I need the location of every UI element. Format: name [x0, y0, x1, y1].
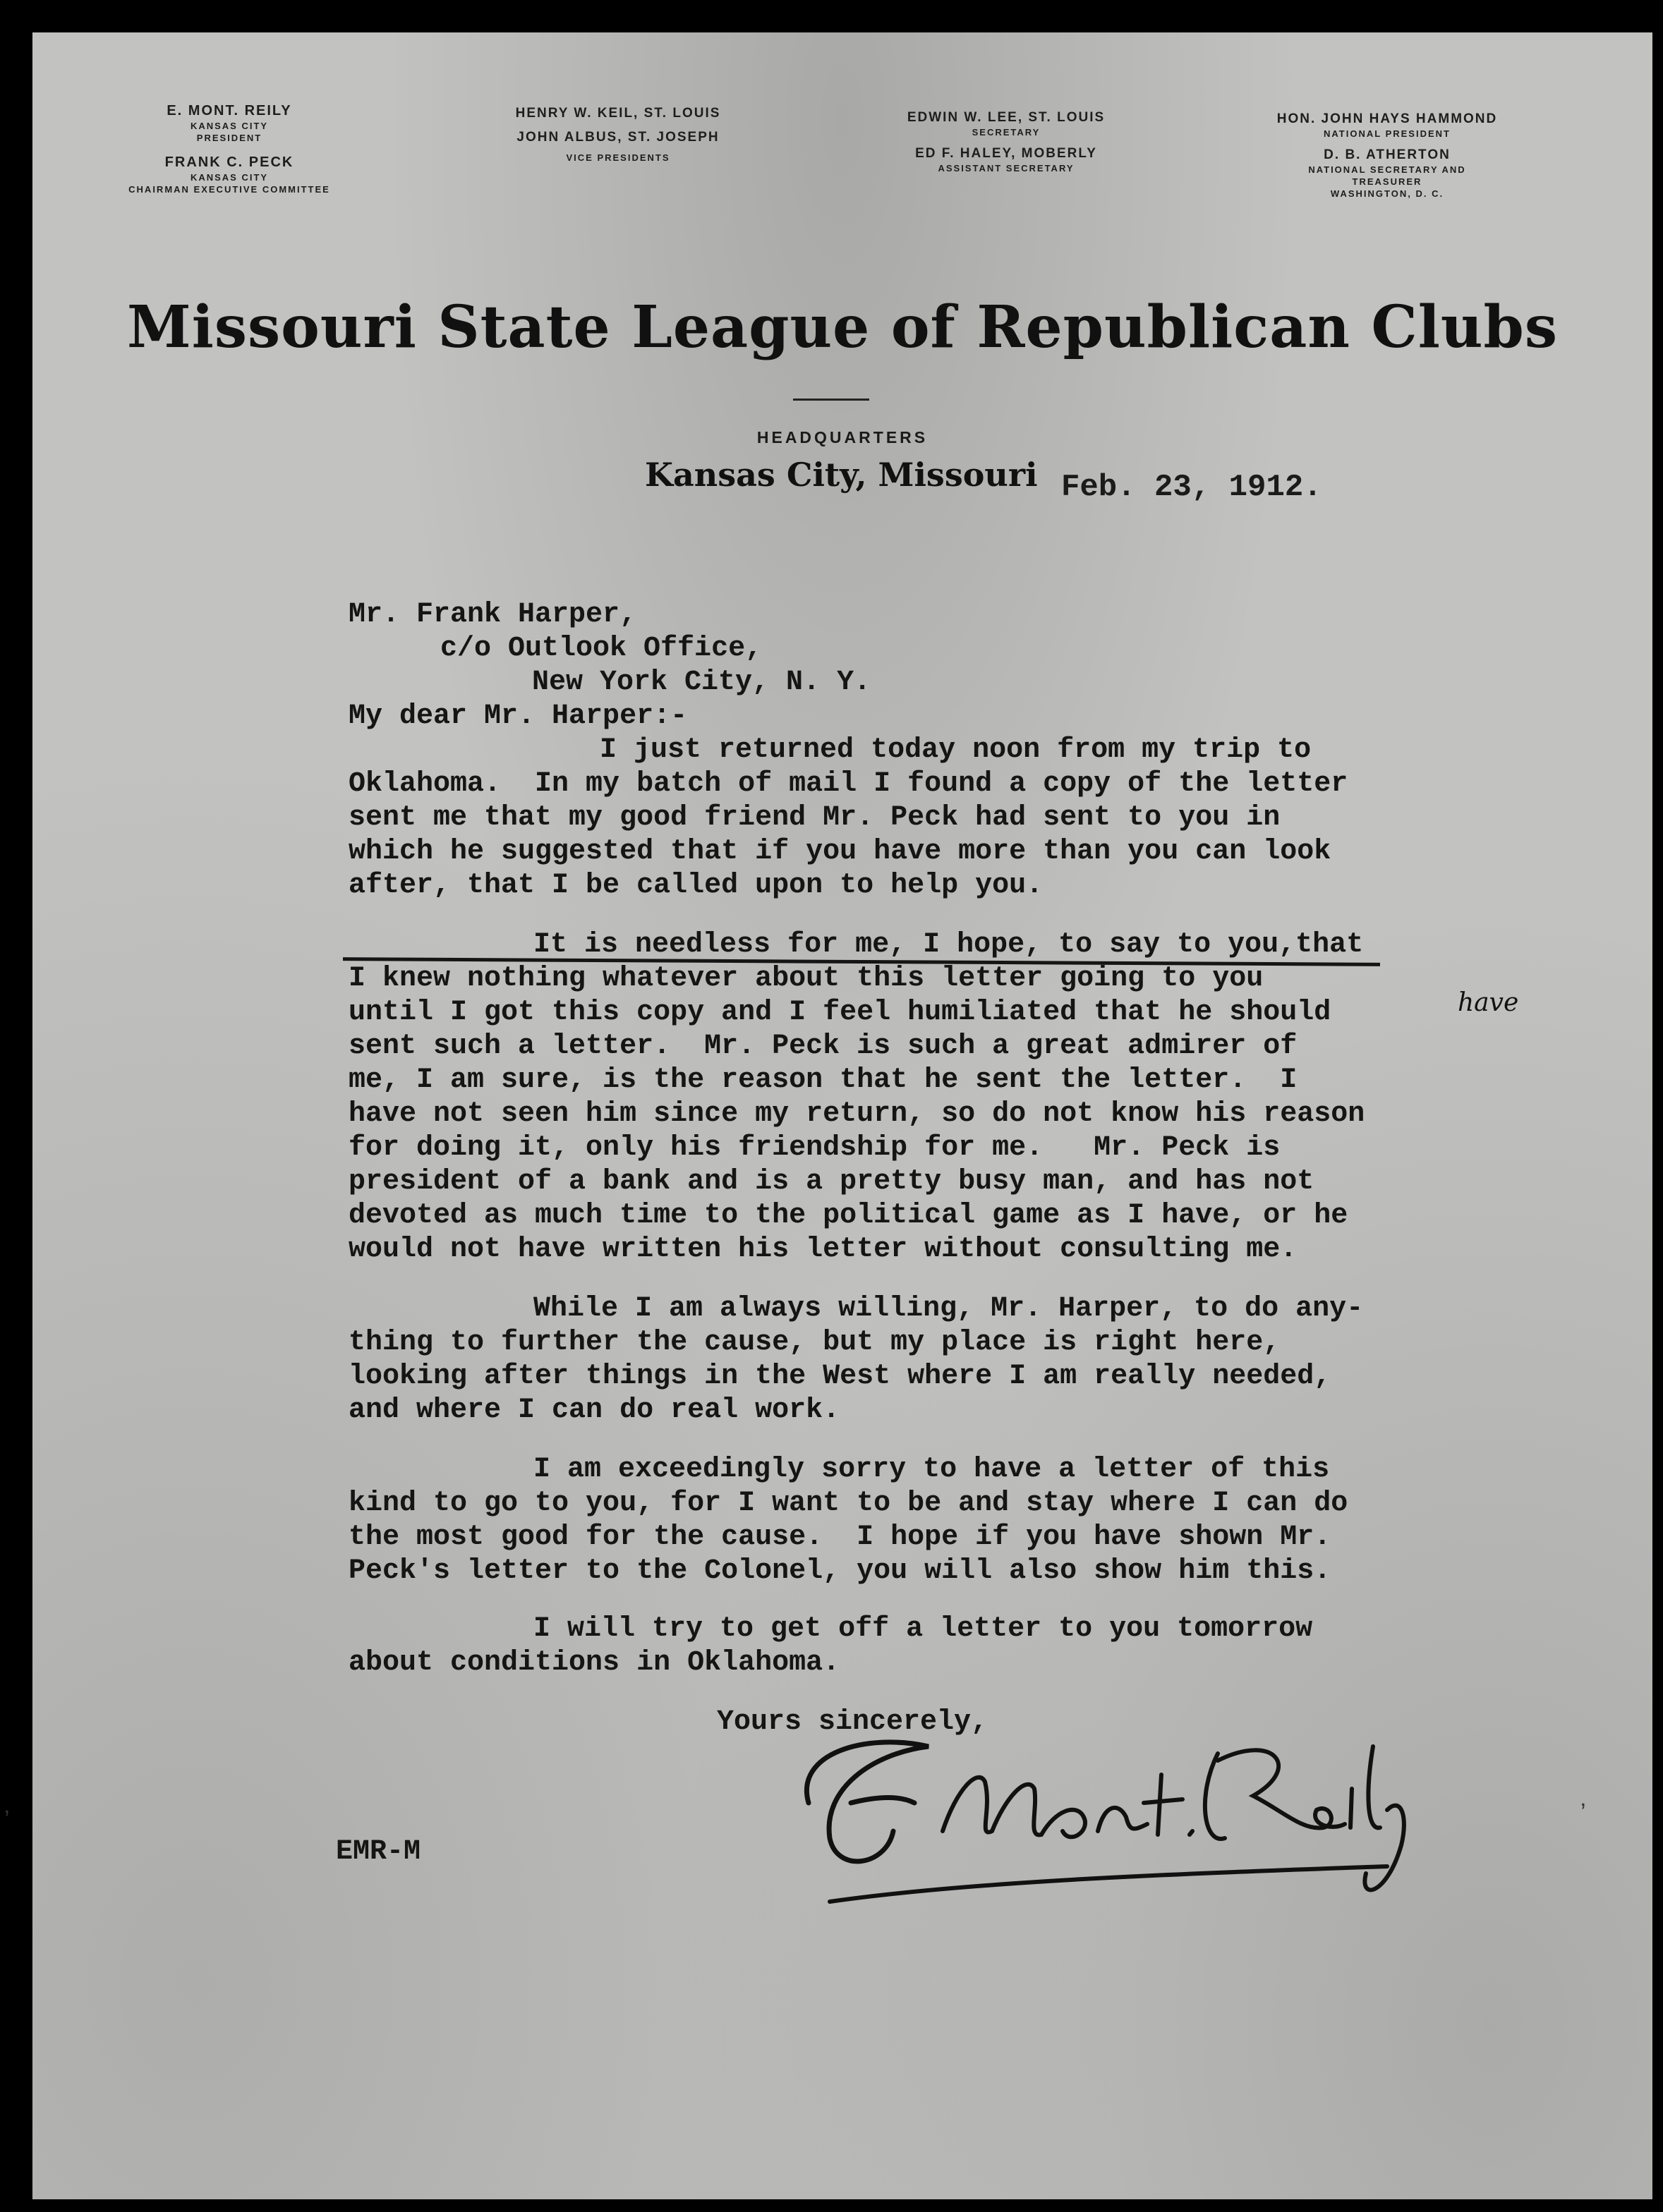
vp-name-1: HENRY W. KEIL, ST. LOUIS — [515, 106, 721, 121]
chairman-city: KANSAS CITY — [190, 172, 269, 183]
national-president-role: NATIONAL PRESIDENT — [1324, 128, 1451, 139]
chairman-role: CHAIRMAN EXECUTIVE COMMITTEE — [128, 184, 330, 195]
national-secretary-role: NATIONAL SECRETARY AND — [1308, 164, 1466, 175]
body-line: Oklahoma. In my batch of mail I found a copy of the letter — [349, 768, 1348, 800]
asst-secretary-name: ED F. HALEY, MOBERLY — [915, 146, 1097, 161]
body-line: I will try to get off a letter to you tomorrow — [533, 1613, 1313, 1645]
handwritten-insert: have — [1458, 988, 1519, 1017]
body-line: Peck's letter to the Colonel, you will also show him this. — [349, 1555, 1331, 1587]
national-secretary-name: D. B. ATHERTON — [1324, 147, 1451, 162]
president-role: PRESIDENT — [196, 133, 262, 143]
national-city: WASHINGTON, D. C. — [1330, 188, 1444, 199]
president-city: KANSAS CITY — [190, 121, 269, 131]
body-line-underlined: I knew nothing whatever about this letter going to you — [349, 963, 1264, 995]
film-mark-left: ‚ — [4, 1792, 10, 1818]
national-treasurer-role: TREASURER — [1352, 176, 1422, 187]
body-line: I just returned today noon from my trip to — [600, 734, 1312, 766]
body-line: for doing it, only his friendship for me. Mr. Peck is — [349, 1132, 1281, 1164]
body-line: sent such a letter. Mr. Peck is such a great admirer of — [349, 1031, 1298, 1062]
address-line-1: Mr. Frank Harper, — [349, 599, 637, 631]
address-line-3: New York City, N. Y. — [532, 667, 871, 698]
secretary-name: EDWIN W. LEE, ST. LOUIS — [907, 110, 1106, 125]
signature-text: E. Mont. Reily — [766, 1690, 771, 1691]
body-line: after, that I be called upon to help you. — [349, 870, 1044, 901]
body-line: until I got this copy and I feel humiliated that he should — [349, 997, 1331, 1028]
body-line: have not seen him since my return, so do not know his reason — [349, 1098, 1365, 1130]
body-line: thing to further the cause, but my place is right here, — [349, 1327, 1281, 1359]
body-line: me, I am sure, is the reason that he sent the letter. I — [349, 1064, 1298, 1096]
asst-secretary-role: ASSISTANT SECRETARY — [938, 163, 1075, 174]
salutation: My dear Mr. Harper:- — [349, 700, 688, 732]
national-president-name: HON. JOHN HAYS HAMMOND — [1276, 111, 1498, 126]
title-divider — [793, 399, 869, 401]
letterhead-col-vice-presidents — [470, 106, 766, 163]
secretary-role: SECRETARY — [972, 127, 1041, 138]
vp-role: VICE PRESIDENTS — [566, 152, 670, 163]
body-line: president of a bank and is a pretty busy man, and has not — [349, 1166, 1314, 1198]
letterhead-col-secretaries — [858, 110, 1154, 174]
body-line: looking after things in the West where I am really needed, — [349, 1361, 1331, 1392]
headquarters-label: HEADQUARTERS — [756, 428, 929, 446]
vp-name-2: JOHN ALBUS, ST. JOSEPH — [516, 130, 720, 145]
body-line: would not have written his letter without consulting me. — [349, 1234, 1298, 1265]
headquarters-city: Kansas City, Missouri — [645, 456, 1038, 494]
chairman-name: FRANK C. PECK — [164, 154, 294, 170]
film-mark-right: ‚ — [1580, 1785, 1586, 1811]
body-line: While I am always willing, Mr. Harper, to do any- — [533, 1293, 1364, 1325]
president-name: E. MONT. REILY — [167, 103, 292, 119]
letter-page — [32, 32, 1652, 2199]
body-line: sent me that my good friend Mr. Peck had sent to you in — [349, 802, 1281, 834]
league-title: Missouri State League of Republican Clubs — [126, 293, 1559, 361]
body-line: the most good for the cause. I hope if you have shown Mr. — [349, 1521, 1331, 1553]
address-line-2: c/o Outlook Office, — [440, 633, 763, 664]
typist-initials: EMR-M — [336, 1836, 421, 1868]
letter-date: Feb. 23, 1912. — [1061, 470, 1322, 505]
body-line: about conditions in Oklahoma. — [349, 1647, 840, 1679]
letterhead-col-president — [92, 103, 367, 195]
letterhead-col-national — [1204, 111, 1571, 199]
signature — [766, 1690, 1437, 1930]
body-line: and where I can do real work. — [349, 1394, 840, 1426]
body-line: I am exceedingly sorry to have a letter of this — [533, 1454, 1330, 1485]
closing: Yours sincerely, — [717, 1706, 988, 1738]
body-line: devoted as much time to the political game as I have, or he — [349, 1200, 1348, 1232]
body-line: which he suggested that if you have more than you can look — [349, 836, 1331, 868]
body-line: kind to go to you, for I want to be and stay where I can do — [349, 1488, 1348, 1519]
body-line: It is needless for me, I hope, to say to you,that — [533, 929, 1364, 961]
